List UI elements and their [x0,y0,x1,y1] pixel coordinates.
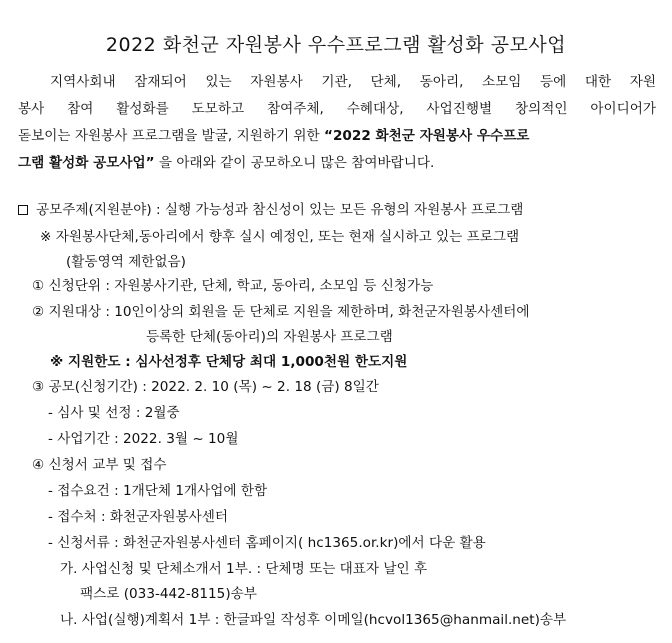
intro-line-1: 지역사회내 잠재되어 있는 자원봉사 기관, 단체, 동아리, 소모임 등에 대한 자원 [50,74,656,90]
intro-highlight-start: “2022 화천군 자원봉사 우수프로 [324,128,530,144]
document-title: 2022 화천군 자원봉사 우수프로그램 활성화 공모사업 [105,34,567,56]
theme-line [18,201,523,219]
intro-line-3 [18,127,529,145]
project-period: - 사업기간 : 2022. 3월 ~ 10월 [48,431,239,447]
theme-note-1: ※ 자원봉사단체,동아리에서 향후 실시 예정인, 또는 현재 실시하고 있는 프로그램 [40,229,520,245]
submission-heading: ④ 신청서 교부 및 접수 [32,457,167,473]
theme-note-2: (활동영역 제한없음) [66,254,186,270]
application-period: ③ 공모(신청기간) : 2022. 2. 10 (목) ~ 2. 18 (금) 8일간 [32,379,379,395]
intro-line-4-text: 을 아래와 같이 공모하오니 많은 참여바랍니다. [154,155,435,171]
submission-documents: - 신청서류 : 화천군자원봉사센터 홈페이지( hc1365.or.kr)에서 다운 활용 [48,535,486,551]
support-target-line-1: ② 지원대상 : 10인이상의 회원을 둔 단체로 지원을 제한하며, 화천군자원봉사센터에 [32,304,530,320]
review-schedule: - 심사 및 선정 : 2월중 [48,405,180,421]
checkbox-square-icon [18,205,28,215]
theme-text: 공모주제(지원분야) : 실행 가능성과 참신성이 있는 모든 유형의 자원봉사 프로그램 [36,202,524,218]
intro-highlight-end: 그램 활성화 공모사업” [18,155,155,171]
intro-line-4 [18,154,434,172]
intro-line-2: 봉사 참여 활성화를 도모하고 참여주체, 수혜대상, 사업진행별 창의적인 아이디어가 [18,101,656,117]
intro-line-3-text: 돋보이는 자원봉사 프로그램을 발굴, 지원하기 위한 [18,128,325,144]
support-target-line-2: 등록한 단체(동아리)의 자원봉사 프로그램 [146,329,393,345]
support-limit: ※ 지원한도 : 심사선정후 단체당 최대 1,000천원 한도지원 [50,354,408,370]
application-unit: ① 신청단위 : 자원봉사기관, 단체, 학교, 동아리, 소모임 등 신청가능 [32,278,434,294]
document-item-ga-line-2: 팩스로 (033-442-8115)송부 [80,586,257,602]
submission-requirement: - 접수요건 : 1개단체 1개사업에 한함 [48,483,268,499]
document-item-na: 나. 사업(실행)계획서 1부 : 한글파일 작성후 이메일(hcvol1365@hanmail.net)송부 [60,612,567,628]
document-item-ga-line-1: 가. 사업신청 및 단체소개서 1부. : 단체명 또는 대표자 날인 후 [60,561,428,577]
submission-office: - 접수처 : 화천군자원봉사센터 [48,509,229,525]
